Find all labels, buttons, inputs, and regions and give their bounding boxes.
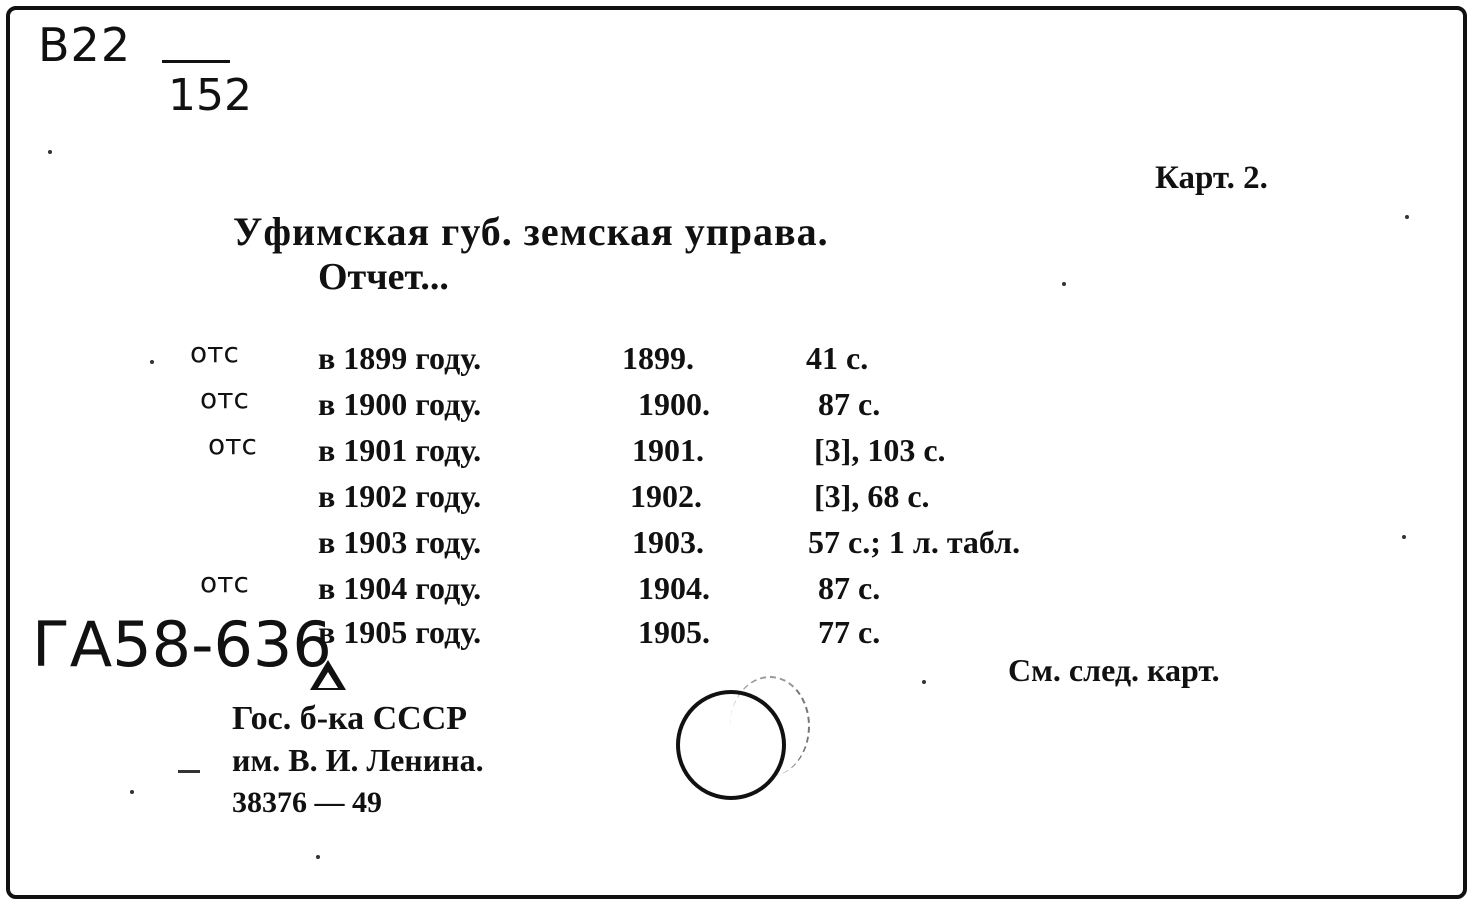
scan-speck (316, 855, 320, 859)
card-number: Карт. 2. (1155, 160, 1268, 196)
shelf-mark-divider (162, 60, 230, 63)
stamp-circle-icon (676, 690, 786, 800)
entry-year: 1904. (638, 570, 710, 606)
library-imprint-line1: Гос. б-ка СССР (232, 700, 468, 737)
entry-text: в 1905 году. (318, 614, 482, 650)
entry-pages: 57 с.; 1 л. табл. (808, 524, 1021, 560)
entry-text: в 1901 году. (318, 432, 482, 468)
scan-speck (178, 770, 200, 773)
see-next-card: См. след. карт. (1008, 652, 1220, 688)
entry-pages: 87 с. (818, 570, 881, 606)
entry-text: в 1902 году. (318, 478, 482, 514)
entry-pages: [3], 103 с. (814, 432, 946, 468)
entry-text: в 1900 году. (318, 386, 482, 422)
entry-pages: [3], 68 с. (814, 478, 930, 514)
scan-speck (1402, 535, 1406, 539)
triangle-mark-inner (318, 672, 338, 688)
library-imprint-number: 38376 — 49 (232, 786, 382, 819)
entry-year: 1903. (632, 524, 704, 560)
entry-text: в 1903 году. (318, 524, 482, 560)
entry-pages: 41 с. (806, 340, 869, 376)
entry-text: в 1899 году. (318, 340, 482, 376)
shelf-mark-top: B22 (38, 18, 132, 72)
handwritten-code: ГА58-636 (32, 608, 332, 681)
entry-year: 1900. (638, 386, 710, 422)
entry-year: 1899. (622, 340, 694, 376)
scan-speck (1405, 215, 1409, 219)
library-imprint-line2: им. В. И. Ленина. (232, 742, 484, 778)
scan-speck (130, 790, 134, 794)
entry-pages: 77 с. (818, 614, 881, 650)
entry-year: 1905. (638, 614, 710, 650)
entry-pages: 87 с. (818, 386, 881, 422)
entry-year: 1901. (632, 432, 704, 468)
scan-speck (922, 680, 926, 684)
entry-mark: отс (200, 566, 249, 599)
scan-speck (1062, 282, 1066, 286)
entry-mark: отс (190, 336, 239, 369)
record-title: Отчет... (318, 256, 449, 298)
scan-speck (150, 360, 154, 364)
scan-speck (48, 150, 52, 154)
entry-year: 1902. (630, 478, 702, 514)
entry-text: в 1904 году. (318, 570, 482, 606)
organization-heading: Уфимская губ. земская управа. (233, 209, 829, 254)
entry-mark: отс (208, 428, 257, 461)
shelf-mark-bottom: 152 (168, 70, 252, 121)
entry-mark: отс (200, 382, 249, 415)
